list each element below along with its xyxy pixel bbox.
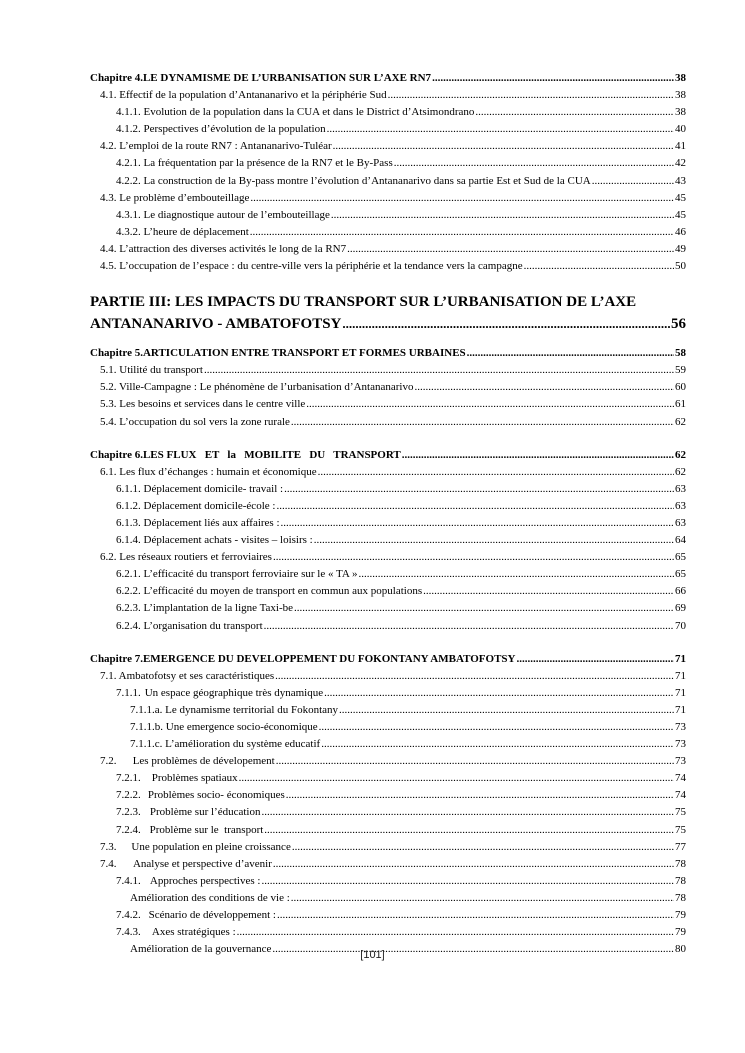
entry-number: 7.2.4. (116, 823, 141, 836)
dot-leader (284, 481, 674, 498)
toc-entry[interactable] (90, 464, 686, 481)
entry-label: 6.2.3. L’implantation de la ligne Taxi-be (116, 602, 294, 615)
toc-entry[interactable] (90, 498, 686, 515)
dot-leader (333, 138, 674, 155)
page-number: 56 (671, 316, 686, 333)
toc-entry[interactable] (90, 770, 686, 787)
entry-label: 7.1. Ambatofotsy et ses caractéristiques (100, 669, 275, 682)
dot-leader (294, 600, 674, 617)
page-number: 63 (675, 499, 686, 512)
page-number: 71 (675, 669, 686, 682)
dot-leader (261, 804, 674, 821)
dot-leader (250, 224, 674, 241)
entry-number: 7.2.2. (116, 789, 141, 802)
entry-number: 7.2.1. (116, 772, 141, 785)
entry-label: 4.2.2. La construction de la By-pass montre l’évolution d’Antananarivo dans sa partie Est et Sud de la CUA (116, 174, 591, 187)
dot-leader (331, 207, 674, 224)
entry-number: 7.4. (100, 857, 117, 870)
dot-leader (475, 104, 674, 121)
entry-number: 7.4.1. (116, 874, 141, 887)
page-number: 38 (675, 72, 686, 84)
page-number: 70 (675, 619, 686, 632)
dot-leader (204, 362, 674, 379)
entry-label: 6.2.1. L’efficacité du transport ferroviaire sur le « TA » (116, 568, 358, 581)
dot-leader (524, 258, 674, 275)
toc-entry[interactable] (90, 668, 686, 685)
dot-leader (467, 345, 674, 362)
dot-leader (324, 685, 674, 702)
entry-label: 6.1.2. Déplacement domicile-école : (116, 499, 276, 512)
dot-leader (286, 787, 674, 804)
page-number: 78 (675, 891, 686, 904)
dot-leader (275, 668, 674, 685)
entry-label: Une population en pleine croissance (131, 840, 291, 853)
entry-number: 7.4.2. (116, 909, 141, 922)
toc-entry[interactable] (90, 87, 686, 104)
entry-label: 6.1.3. Déplacement liés aux affaires : (116, 516, 280, 529)
dot-leader (276, 498, 674, 515)
chapter-number: Chapitre 6. (90, 448, 143, 461)
dot-leader (239, 770, 674, 787)
entry-label: 6.1.1. Déplacement domicile- travail : (116, 482, 284, 495)
dot-leader (277, 907, 674, 924)
entry-label: 4.3. Le problème d’embouteillage (100, 191, 250, 204)
dot-leader (273, 549, 674, 566)
page-number: 78 (675, 874, 686, 887)
toc-entry[interactable] (90, 600, 686, 617)
page-number: 64 (675, 534, 686, 547)
entry-label: 4.2. L’emploi de la route RN7 : Antananarivo-Tuléar (100, 140, 332, 153)
page-number: 71 (675, 652, 686, 665)
dot-leader (292, 839, 674, 856)
toc-entry[interactable] (90, 907, 686, 924)
dot-leader (250, 190, 674, 207)
entry-label: 6.2.2. L’efficacité du moyen de transport en commun aux populations (116, 585, 423, 598)
page-number: 73 (675, 721, 686, 733)
page-number: 38 (675, 106, 686, 119)
entry-number: 7.2. (100, 755, 117, 768)
entry-label: 7.1.1.c. L’amélioration du système educatif (130, 738, 321, 751)
chapter-title: EMERGENCE DU DEVELOPPEMENT DU FOKONTANY AMBATOFOTSY (142, 652, 516, 665)
page-number: 60 (675, 381, 686, 394)
page-number: 45 (675, 208, 686, 221)
page-number: 38 (675, 89, 686, 102)
spacer (90, 635, 686, 651)
toc-entry[interactable] (90, 396, 686, 413)
page-number: 62 (675, 448, 686, 461)
dot-leader (319, 719, 674, 736)
chapter-heading[interactable] (90, 447, 686, 464)
toc-entry[interactable] (90, 890, 686, 907)
dot-leader (291, 890, 674, 907)
toc-entry[interactable] (90, 702, 686, 719)
page-number: 63 (675, 516, 686, 529)
spacer (90, 275, 686, 291)
page-number: 41 (675, 140, 686, 153)
page-number: 74 (675, 772, 686, 785)
toc-entry[interactable] (90, 104, 686, 121)
dot-leader (414, 379, 674, 396)
page-number: 58 (675, 347, 686, 360)
part-title: PARTIE III: LES IMPACTS DU TRANSPORT SUR L’URBANISATION DE L’AXE (90, 294, 637, 311)
entry-number: 7.1.1. (116, 686, 141, 699)
dot-leader (314, 532, 674, 549)
toc-entry[interactable] (90, 753, 686, 770)
page-number: 69 (675, 602, 686, 615)
toc-entry[interactable] (90, 873, 686, 890)
dot-leader (347, 241, 674, 258)
dot-leader (339, 702, 674, 719)
toc-entry[interactable] (90, 685, 686, 702)
dot-leader (342, 313, 670, 335)
entry-label: Scénario de développement : (148, 909, 276, 922)
chapter-title: LES FLUX ET la MOBILITE DU TRANSPORT (142, 448, 401, 461)
dot-leader (358, 566, 674, 583)
entry-label: 4.1. Effectif de la population d’Antananarivo et la périphérie Sud (100, 89, 387, 102)
dot-leader (237, 924, 674, 941)
toc-entry[interactable] (90, 362, 686, 379)
toc-entry[interactable] (90, 804, 686, 821)
toc-entry[interactable] (90, 566, 686, 583)
entry-label: Problèmes socio- économiques (147, 789, 285, 802)
toc-entry[interactable] (90, 924, 686, 941)
page-number: 45 (675, 191, 686, 204)
dot-leader (306, 396, 674, 413)
entry-number: 7.3. (100, 840, 117, 853)
chapter-title: LE DYNAMISME DE L’URBANISATION SUR L’AXE RN7 (142, 72, 432, 84)
page-number: 40 (675, 123, 686, 136)
entry-label: 5.2. Ville-Campagne : Le phénomène de l’urbanisation d’Antananarivo (100, 381, 414, 394)
dot-leader (321, 736, 674, 753)
entry-label: 6.1.4. Déplacement achats - visites – loisirs : (116, 534, 313, 547)
toc-entry[interactable] (90, 121, 686, 138)
toc-entry[interactable] (90, 583, 686, 600)
entry-label: Approches perspectives : (149, 874, 261, 887)
toc-entry[interactable] (90, 532, 686, 549)
toc-entry[interactable] (90, 618, 686, 635)
toc-entry[interactable] (90, 207, 686, 224)
dot-leader (264, 618, 674, 635)
entry-label: 6.2.4. L’organisation du transport (116, 619, 263, 632)
page-number: 77 (675, 840, 686, 853)
page-number: 75 (675, 823, 686, 836)
dot-leader (402, 447, 674, 464)
chapter-heading[interactable] (90, 651, 686, 668)
entry-label: Problèmes spatiaux (151, 772, 238, 785)
toc-entry[interactable] (90, 173, 686, 190)
dot-leader (394, 155, 674, 172)
page-number: 62 (675, 465, 686, 478)
page-number: 79 (675, 909, 686, 922)
dot-leader (592, 173, 674, 190)
page-number: 66 (675, 585, 686, 598)
page-number: 63 (675, 482, 686, 495)
dot-leader (327, 121, 674, 138)
entry-label: 6.2. Les réseaux routiers et ferroviaires (100, 551, 272, 564)
page-number: 59 (675, 364, 686, 377)
toc-entry[interactable] (90, 138, 686, 155)
chapter-heading[interactable] (90, 345, 686, 362)
page-number: 42 (675, 157, 686, 170)
entry-label: Problème sur le transport (149, 823, 264, 836)
toc-entry[interactable] (90, 856, 686, 873)
toc-entry[interactable] (90, 190, 686, 207)
page-number: 71 (675, 703, 686, 716)
page-number: 65 (675, 568, 686, 581)
toc-entry[interactable] (90, 258, 686, 275)
dot-leader (273, 856, 674, 873)
dot-leader (516, 651, 674, 668)
page-number: 73 (675, 738, 686, 751)
entry-label: 7.1.1.b. Une emergence socio-économique (130, 721, 318, 733)
toc-entry[interactable] (90, 822, 686, 839)
page-number: 78 (675, 857, 686, 870)
entry-label: Analyse et perspective d’avenir (132, 857, 272, 870)
page-number: 74 (675, 789, 686, 802)
toc-entry[interactable] (90, 224, 686, 241)
entry-number: 7.2.3. (116, 806, 141, 819)
entry-label: 4.4. L’attraction des diverses activités le long de la RN7 (100, 242, 347, 255)
toc-entry[interactable] (90, 155, 686, 172)
toc-entry[interactable] (90, 787, 686, 804)
toc-entry[interactable] (90, 549, 686, 566)
entry-label: 4.2.1. La fréquentation par la présence de la RN7 et le By-Pass (116, 157, 393, 170)
entry-label: 5.4. L’occupation du sol vers la zone rurale (100, 415, 290, 428)
page-number: 73 (675, 755, 686, 768)
entry-label: Les problèmes de dévelopement (132, 755, 275, 768)
entry-label: Un espace géographique très dynamique (144, 686, 324, 699)
page-number: 43 (675, 174, 686, 187)
page-number: 75 (675, 806, 686, 819)
part-title-continued: ANTANANARIVO - AMBATOFOTSY (90, 316, 342, 333)
dot-leader (432, 70, 674, 87)
page-number: 65 (675, 551, 686, 564)
entry-label: 5.1. Utilité du transport (100, 364, 203, 377)
toc-entry[interactable] (90, 481, 686, 498)
dot-leader (423, 583, 674, 600)
spacer (90, 335, 686, 345)
dot-leader (388, 87, 674, 104)
entry-label: 4.3.2. L’heure de déplacement (116, 225, 249, 238)
page-number: 71 (675, 686, 686, 699)
part-heading-line2[interactable] (90, 313, 686, 335)
entry-label: 4.1.1. Evolution de la population dans la CUA et dans le District d’Atsimondrano (116, 106, 475, 119)
entry-label: 4.5. L’occupation de l’espace : du centre-ville vers la périphérie et la tendance vers la campagne (100, 260, 523, 273)
page-number: 49 (675, 242, 686, 255)
toc-entry[interactable] (90, 839, 686, 856)
page-number: 62 (675, 415, 686, 428)
dot-leader (291, 414, 674, 431)
page-number: 61 (675, 398, 686, 411)
entry-label: Amélioration de la gouvernance (130, 943, 272, 956)
toc-entry[interactable] (90, 241, 686, 258)
chapter-number: Chapitre 7. (90, 652, 143, 665)
spacer (90, 431, 686, 447)
entry-label: 7.1.1.a. Le dynamisme territorial du Fokontany (130, 703, 339, 716)
toc-entry[interactable] (90, 379, 686, 396)
page-number: 46 (675, 225, 686, 238)
entry-number: 7.4.3. (116, 926, 141, 939)
page-footer-number: [101] (360, 949, 385, 961)
entry-label: 6.1. Les flux d’échanges : humain et économique (100, 465, 317, 478)
dot-leader (261, 873, 674, 890)
dot-leader (276, 753, 674, 770)
entry-label: Axes stratégiques : (151, 926, 236, 939)
toc-entry[interactable] (90, 414, 686, 431)
chapter-number: Chapitre 5. (90, 347, 143, 360)
chapter-title: ARTICULATION ENTRE TRANSPORT ET FORMES URBAINES (142, 347, 466, 360)
entry-label: 4.1.2. Perspectives d’évolution de la population (116, 123, 326, 136)
entry-label: 4.3.1. Le diagnostique autour de l’embouteillage (116, 208, 330, 221)
dot-leader (318, 464, 674, 481)
toc-entry[interactable] (90, 719, 686, 736)
dot-leader (281, 515, 674, 532)
chapter-number: Chapitre 4. (90, 72, 143, 84)
page-number: 79 (675, 926, 686, 939)
entry-label: Problème sur l’éducation (149, 806, 261, 819)
entry-label: Amélioration des conditions de vie : (130, 891, 290, 904)
toc-entry[interactable] (90, 515, 686, 532)
part-heading-line1[interactable] (90, 291, 686, 313)
toc-entry[interactable] (90, 736, 686, 753)
table-of-contents (90, 70, 686, 958)
chapter-heading[interactable] (90, 70, 686, 87)
page-number: 80 (675, 943, 686, 956)
page-number: 50 (675, 260, 686, 273)
entry-label: 5.3. Les besoins et services dans le centre ville (100, 398, 306, 411)
dot-leader (264, 822, 674, 839)
